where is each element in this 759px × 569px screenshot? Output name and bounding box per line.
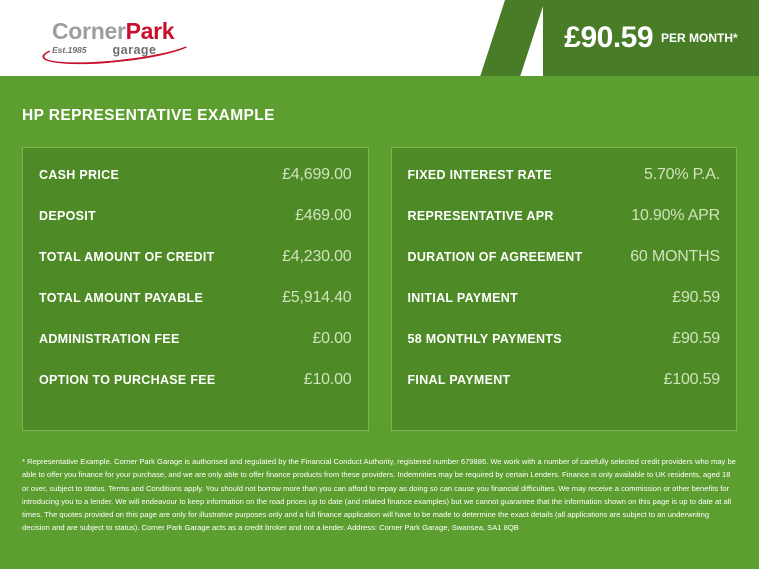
header-logo-area [0,0,543,76]
row-value: 5.70% P.A. [644,166,720,183]
row-value: £4,699.00 [282,166,352,183]
row-value: £10.00 [303,371,352,388]
disclaimer-text: * Representative Example. Corner Park Garage is authorised and regulated by the Financial Conduct Authority, registered number 679886. We work with a number of carefully selected credit providers who may be able to offer you finance for your purchase, and we are only able to offer finance products from these providers. Indemnities may be required by certain Lenders. Finance is only available to UK residents, aged 18 or over, subject to status. Terms and Conditions apply. You should not borrow more than you can afford to repay as doing so can cause you financial difficulties. We may receive a commission or other benefits for introducing you to a lender. We will endeavour to keep information on the road prices up to date (and related finance examples) but we cannot guarantee that the information shown on this page is up to date at all times. The quotes provided on this page are only for illustrative purposes only and a full finance application will have to be made to determine the exact details (all applications are subject to an underwriting decision and are subject to status). Corner Park Garage acts as a credit broker and not a lender. Address: Corner Park Garage, Swansea, SA1 8QB [22,457,736,533]
row-value: £90.59 [672,330,720,347]
row-value: £4,230.00 [282,248,352,265]
monthly-price-period: PER MONTH* [661,31,738,45]
row-value: 60 MONTHS [630,248,720,265]
table-row [408,166,721,207]
table-row [408,248,721,289]
corner-park-garage-logo [52,17,175,57]
row-value: 10.90% APR [631,207,720,224]
row-label: CASH PRICE [39,168,120,182]
row-value: £100.59 [663,371,720,388]
row-label: DEPOSIT [39,209,96,223]
logo-park-text: Park [125,17,175,44]
page-title: HP REPRESENTATIVE EXAMPLE [22,107,275,124]
row-label: TOTAL AMOUNT OF CREDIT [39,250,215,264]
monthly-price-amount: £90.59 [564,21,654,54]
row-label: INITIAL PAYMENT [407,291,519,305]
page-header [0,0,759,76]
table-row [408,207,721,248]
row-label: OPTION TO PURCHASE FEE [39,373,216,387]
left-finance-panel [22,147,369,431]
finance-details-panels [0,125,759,431]
table-row [39,248,352,289]
table-row [408,289,721,330]
logo-established-text: Est.1985 [52,44,87,55]
table-row [39,330,352,371]
row-label: DURATION OF AGREEMENT [407,250,583,264]
row-value: £90.59 [672,289,720,306]
table-row [39,289,352,330]
table-row [408,371,721,412]
row-value: £0.00 [312,330,352,347]
row-label: 58 MONTHLY PAYMENTS [407,332,562,346]
table-row [39,166,352,207]
row-label: FIXED INTEREST RATE [407,168,552,182]
row-label: ADMINISTRATION FEE [39,332,180,346]
logo-garage-text: garage [112,42,157,57]
table-row [39,207,352,248]
row-value: £5,914.40 [282,289,352,306]
monthly-price-banner [543,0,759,76]
table-row [39,371,352,412]
right-finance-panel [391,147,738,431]
row-label: TOTAL AMOUNT PAYABLE [39,291,204,305]
table-row [408,330,721,371]
row-value: £469.00 [295,207,352,224]
row-label: REPRESENTATIVE APR [407,209,554,223]
row-label: FINAL PAYMENT [407,373,511,387]
logo-corner-text: Corner [52,17,126,44]
